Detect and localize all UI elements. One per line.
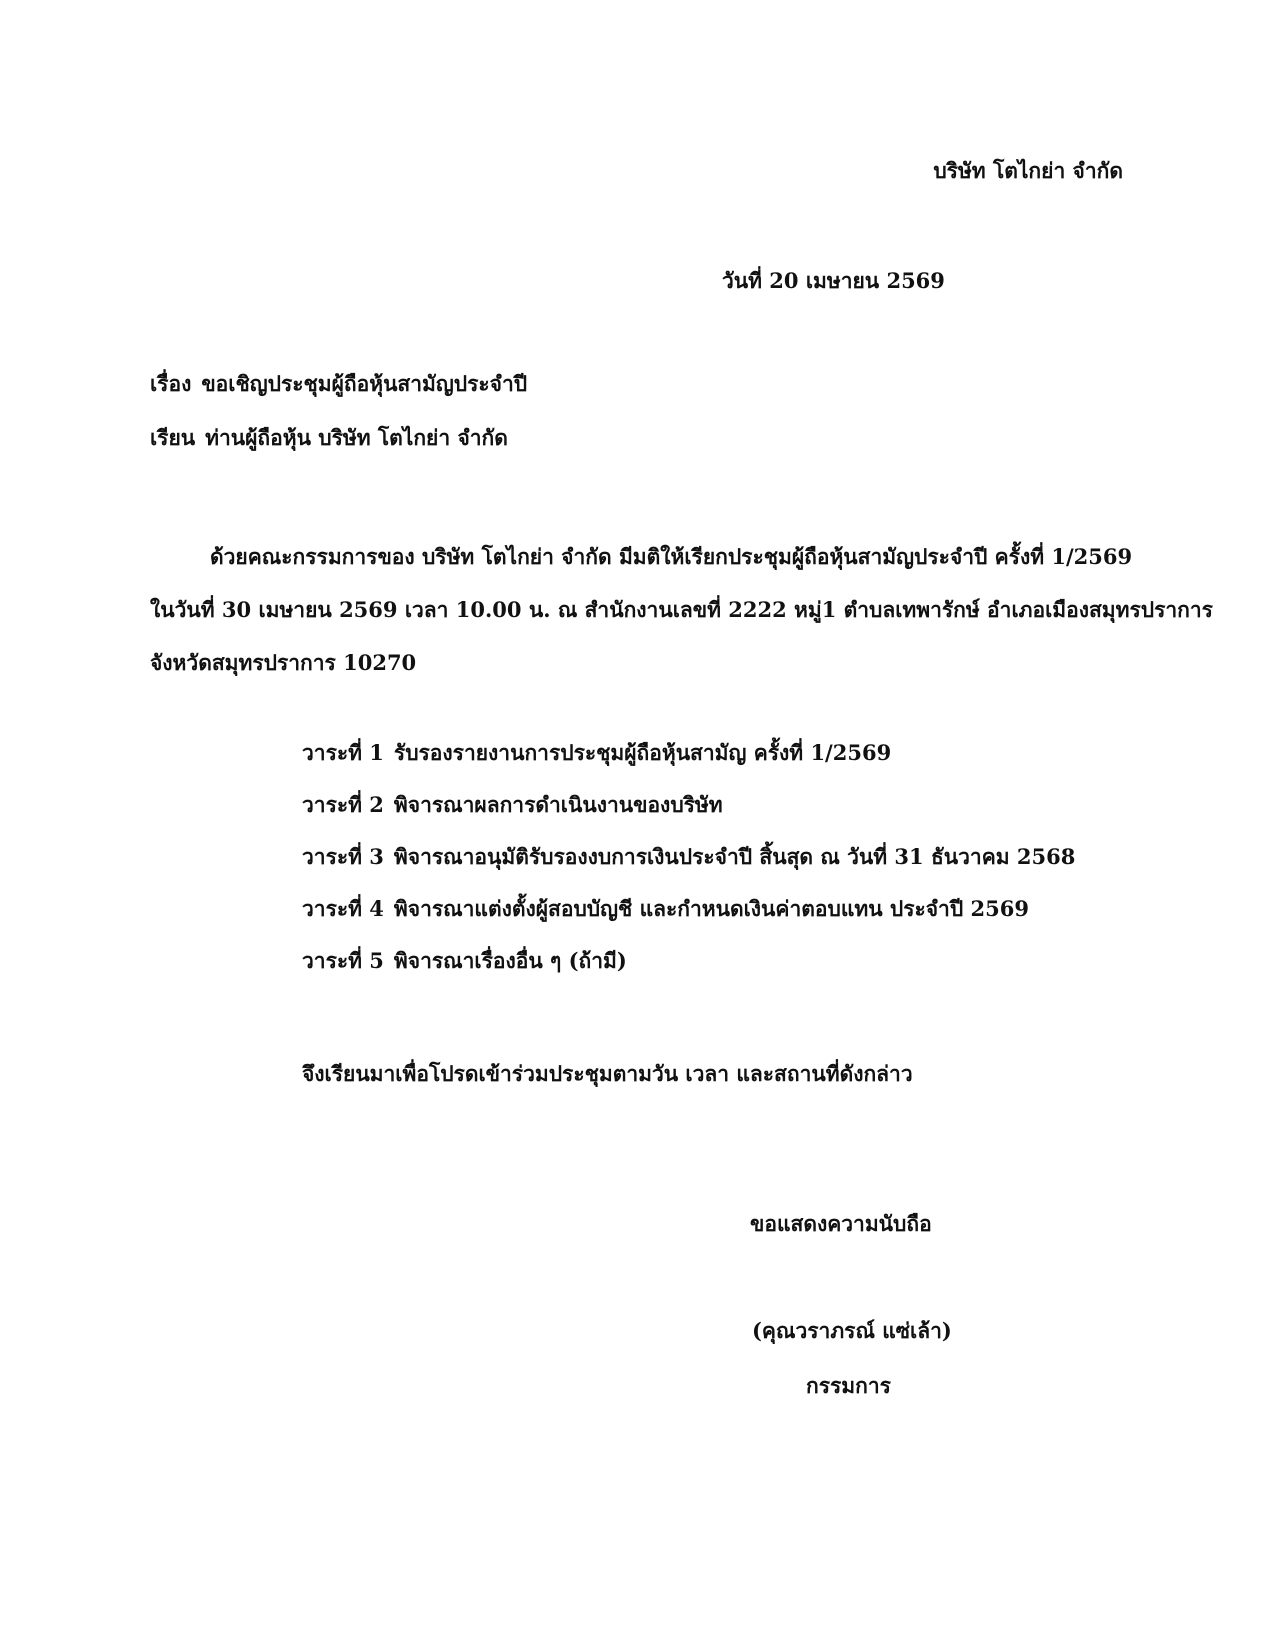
body-line-2: ในวันที่ 30 เมษายน 2569 เวลา 10.00 น. ณ สำนักงานเลขที่ 2222 หมู่1 ตำบลเทพารักษ์ อำเภอเมืองสมุทรปราการ	[150, 597, 1213, 622]
agenda-item-text: พิจารณาอนุมัติรับรองงบการเงินประจำปี สิ้นสุด ณ วันที่ 31 ธันวาคม 2568	[393, 844, 1076, 869]
signer-position: กรรมการ	[806, 1373, 891, 1398]
agenda-item	[302, 742, 1075, 794]
agenda-item-label: วาระที่ 5	[302, 948, 384, 973]
body-paragraph	[150, 530, 1213, 689]
agenda-item-text: พิจารณาแต่งตั้งผู้สอบบัญชี และกำหนดเงินค่าตอบแทน ประจำปี 2569	[393, 896, 1029, 921]
body-line-3: จังหวัดสมุทรปราการ 10270	[150, 650, 417, 675]
agenda-item-text: รับรองรายงานการประชุมผู้ถือหุ้นสามัญ ครั้งที่ 1/2569	[393, 740, 892, 765]
agenda-item	[302, 950, 1075, 1002]
subject-text: ขอเชิญประชุมผู้ถือหุ้นสามัญประจำปี	[201, 371, 528, 396]
agenda-item-text: พิจารณาเรื่องอื่น ๆ (ถ้ามี)	[393, 948, 627, 973]
agenda-item	[302, 898, 1075, 950]
salutation-text: ท่านผู้ถือหุ้น บริษัท โตไกย่า จำกัด	[205, 425, 508, 450]
agenda-list	[302, 742, 1075, 1002]
signer-name: (คุณวราภรณ์ แซ่เล้า)	[752, 1318, 952, 1343]
subject-line	[150, 373, 527, 394]
salutation-line	[150, 427, 508, 448]
agenda-item-text: พิจารณาผลการดำเนินงานของบริษัท	[393, 792, 723, 817]
company-name: บริษัท โตไกย่า จำกัด	[933, 158, 1123, 183]
agenda-item-label: วาระที่ 3	[302, 844, 384, 869]
agenda-item-label: วาระที่ 2	[302, 792, 384, 817]
subject-label: เรื่อง	[150, 371, 192, 396]
agenda-item-label: วาระที่ 1	[302, 740, 384, 765]
body-line-1: ด้วยคณะกรรมการของ บริษัท โตไกย่า จำกัด มีมติให้เรียกประชุมผู้ถือหุ้นสามัญประจำปี ครั้งที่ 1/2569	[210, 544, 1133, 569]
salutation-label: เรียน	[150, 425, 196, 450]
agenda-item	[302, 794, 1075, 846]
letter-date: วันที่ 20 เมษายน 2569	[722, 268, 945, 293]
regards: ขอแสดงความนับถือ	[750, 1211, 932, 1236]
agenda-item	[302, 846, 1075, 898]
closing-sentence: จึงเรียนมาเพื่อโปรดเข้าร่วมประชุมตามวัน เวลา และสถานที่ดังกล่าว	[302, 1061, 913, 1086]
agenda-item-label: วาระที่ 4	[302, 896, 384, 921]
